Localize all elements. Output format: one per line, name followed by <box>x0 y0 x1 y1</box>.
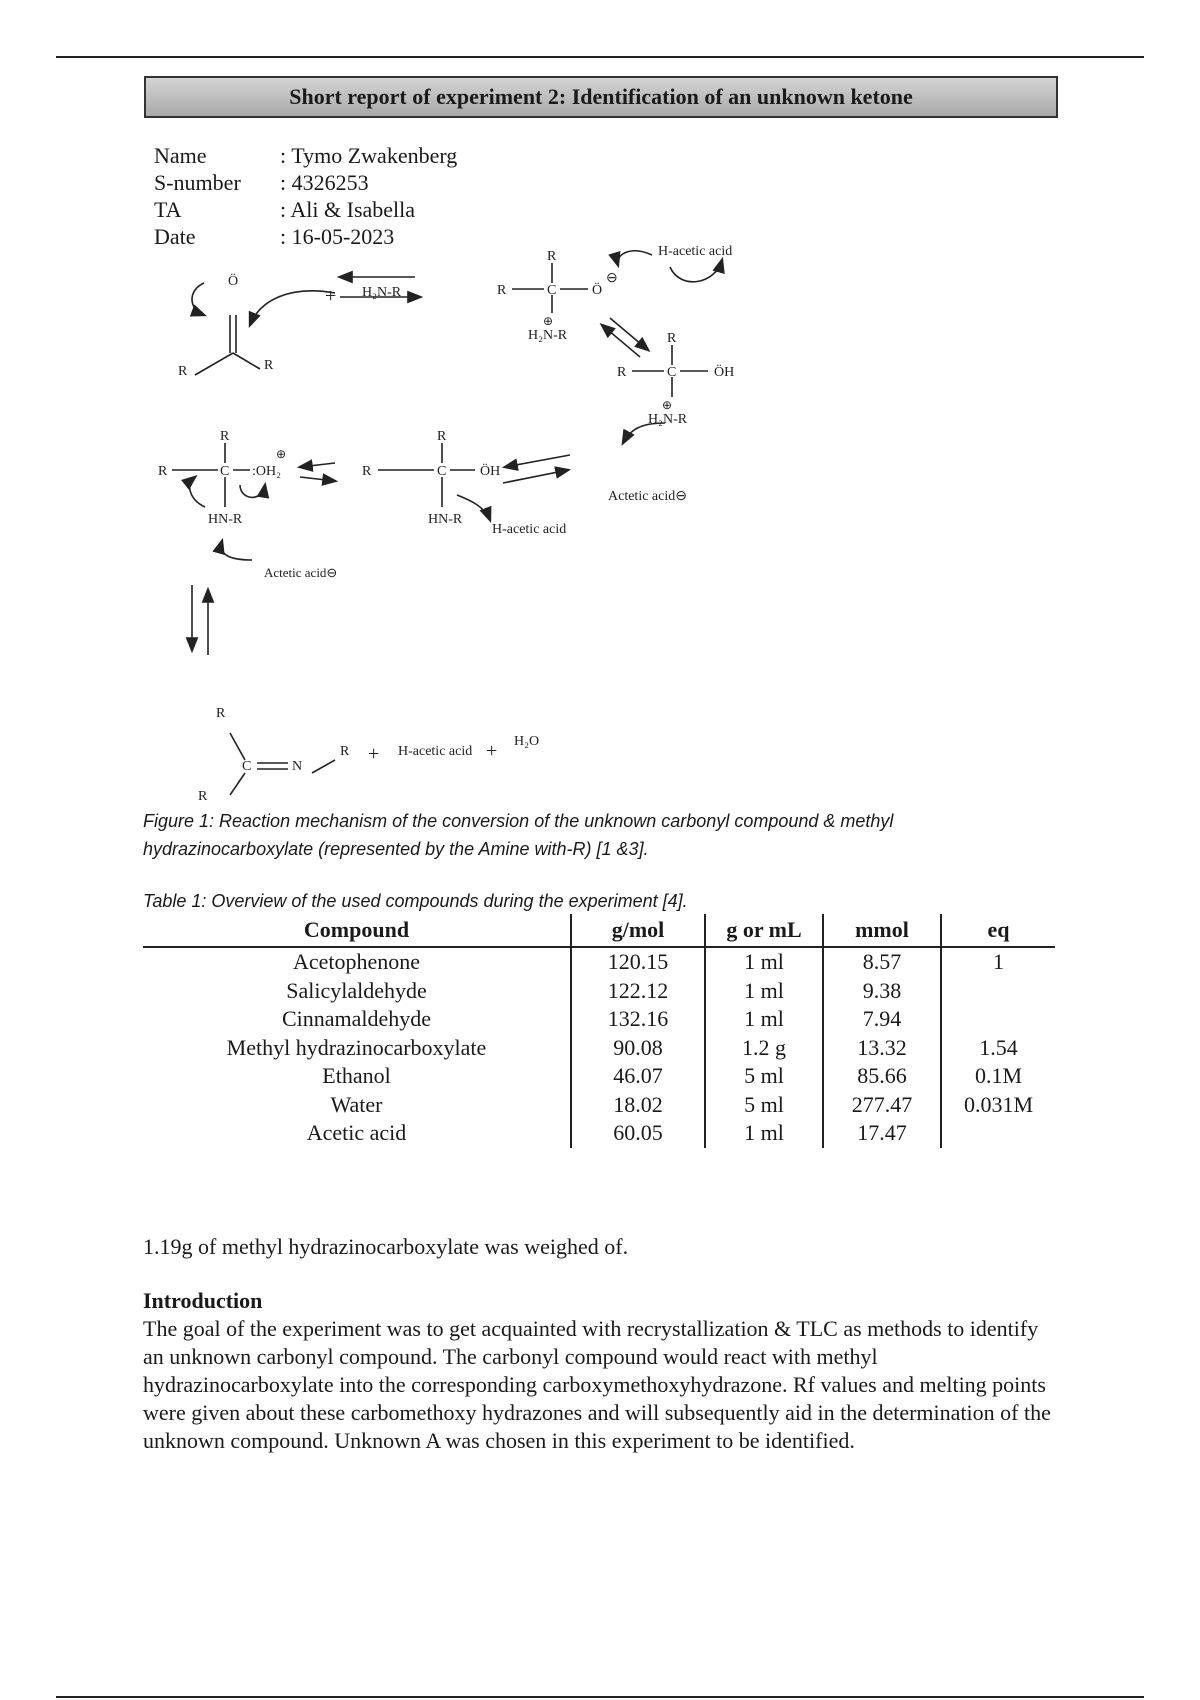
curved-arrow <box>240 485 265 497</box>
table-cell: 46.07 <box>571 1062 705 1091</box>
water-label: H₂O <box>514 734 540 749</box>
curved-arrow <box>190 477 205 507</box>
r-group: R <box>547 249 557 264</box>
column-header: eq <box>941 914 1055 947</box>
equilibrium-arrow <box>610 318 648 350</box>
nitrogen-label: N <box>292 759 303 774</box>
reaction-mechanism-figure <box>140 245 840 805</box>
table-row <box>143 947 1055 977</box>
table-cell: 13.32 <box>823 1034 941 1063</box>
carbon-label: C <box>242 759 252 774</box>
hydroxyl-label: ÖH <box>714 365 735 380</box>
report-info <box>154 142 457 250</box>
reagent-label: H-acetic acid <box>658 245 733 259</box>
table-cell: 0.031M <box>941 1091 1055 1120</box>
bond <box>230 773 245 795</box>
bond <box>230 733 245 760</box>
table-cell: 90.08 <box>571 1034 705 1063</box>
table-row <box>143 977 1055 1006</box>
column-header: g/mol <box>571 914 705 947</box>
table-cell: Cinnamaldehyde <box>281 1006 432 1032</box>
column-header: mmol <box>823 914 941 947</box>
table-cell: 132.16 <box>571 1005 705 1034</box>
weighing-note: 1.19g of methyl hydrazinocarboxylate was weighed of. <box>143 1234 629 1259</box>
r-group: R <box>437 429 447 444</box>
reagent-label: Actetic acid⊖ <box>264 565 338 580</box>
curved-arrow <box>670 260 722 282</box>
table-row <box>143 1005 1055 1034</box>
info-value: : Ali & Isabella <box>280 197 416 222</box>
column-header: g or mL <box>705 914 823 947</box>
info-label: S-number <box>154 170 241 195</box>
r-group: R <box>362 464 372 479</box>
curved-arrow <box>250 291 335 325</box>
reagent-label: Actetic acid⊖ <box>608 489 687 504</box>
bottom-rule <box>56 1696 1144 1698</box>
table-cell: 120.15 <box>571 947 705 977</box>
reagent-label: H-acetic acid <box>398 744 473 759</box>
table-row <box>143 1119 1055 1148</box>
amine-label: HN-R <box>208 512 243 527</box>
r-group: R <box>178 364 188 379</box>
table-cell: 9.38 <box>823 977 941 1006</box>
info-label: Name <box>154 143 207 168</box>
equilibrium-arrow <box>300 463 335 467</box>
table-cell: 18.02 <box>571 1091 705 1120</box>
info-value: : Tymo Zwakenberg <box>280 143 458 168</box>
report-title: Short report of experiment 2: Identification of an unknown ketone <box>144 76 1058 118</box>
top-rule <box>56 56 1144 58</box>
curved-arrow <box>221 541 252 560</box>
table-cell: 1.54 <box>941 1034 1055 1063</box>
equilibrium-arrow <box>503 470 568 483</box>
carbon-label: C <box>437 464 447 479</box>
introduction-body: The goal of the experiment was to get acquainted with recrystallization & TLC as methods to identify an unknown carbonyl compound. The carbonyl compound would react with methyl hydrazinocarboxylate into the corresponding carboxymethoxyhydrazone. Rf values and melting points were given about these carbomethoxy hydrazones and will subsequently aid in the determination of the unknown compound. Unknown A was chosen in this experiment to be identified. <box>143 1316 1051 1453</box>
bond <box>195 353 233 375</box>
table-cell: 1 ml <box>705 947 823 977</box>
bond <box>312 760 335 773</box>
info-row-name <box>154 142 457 169</box>
equilibrium-arrow <box>505 455 570 467</box>
table-cell: 1 ml <box>705 1119 823 1148</box>
amine-label: HN-R <box>428 512 463 527</box>
equilibrium-arrow <box>602 325 640 357</box>
table-row <box>143 1062 1055 1091</box>
curved-arrow <box>618 251 652 265</box>
amine-label: H₂N-R <box>362 285 402 300</box>
equilibrium-arrow <box>300 477 335 481</box>
info-value: : 4326253 <box>280 170 369 195</box>
r-group: R <box>264 358 274 373</box>
table-cell: Ethanol <box>322 1063 391 1089</box>
table-cell: 1 ml <box>705 977 823 1006</box>
table-caption: Table 1: Overview of the used compounds during the experiment [4]. <box>143 891 688 911</box>
table-cell: 122.12 <box>571 977 705 1006</box>
info-label: TA <box>154 197 182 222</box>
oxygen-label: Ö <box>592 283 603 298</box>
table-row <box>143 1034 1055 1063</box>
table-cell: 5 ml <box>705 1091 823 1120</box>
table-cell: 1 <box>941 947 1055 977</box>
r-group: R <box>340 744 350 759</box>
table-row <box>143 1091 1055 1120</box>
table-cell: Acetic acid <box>306 1120 407 1146</box>
charge-label: ⊕ <box>543 314 554 328</box>
r-group: R <box>216 706 226 721</box>
info-row-ta <box>154 196 457 223</box>
table-cell <box>941 977 1055 1006</box>
table-cell: Water <box>330 1091 383 1117</box>
bond <box>233 353 260 369</box>
introduction-heading: Introduction <box>143 1288 263 1313</box>
amine-label: H₂N-R <box>648 412 688 427</box>
table-cell <box>941 1005 1055 1034</box>
charge-label: ⊕ <box>662 398 673 412</box>
plus-sign: + <box>325 285 337 307</box>
carbon-label: C <box>547 283 557 298</box>
table-cell: 0.1M <box>941 1062 1055 1091</box>
column-header: Compound <box>143 914 571 947</box>
table-cell: 7.94 <box>823 1005 941 1034</box>
table-cell: Methyl hydrazinocarboxylate <box>226 1034 487 1060</box>
curved-arrow <box>192 283 204 315</box>
table-header-row <box>143 914 1055 947</box>
table-cell <box>941 1119 1055 1148</box>
amine-label: H₂N-R <box>528 328 568 343</box>
carbon-label: C <box>220 464 230 479</box>
charge-label: ⊖ <box>606 271 618 286</box>
r-group: R <box>617 365 627 380</box>
info-value: : 16-05-2023 <box>280 224 395 249</box>
figure-caption: Figure 1: Reaction mechanism of the conversion of the unknown carbonyl compound & methyl hydrazinocarboxylate (represented by the Amine with-R) [1 &3]. <box>143 811 894 859</box>
r-group: R <box>497 283 507 298</box>
compounds-table <box>143 914 1055 1148</box>
table-cell: 5 ml <box>705 1062 823 1091</box>
table-cell: 60.05 <box>571 1119 705 1148</box>
r-group: R <box>158 464 168 479</box>
table-cell: 8.57 <box>823 947 941 977</box>
plus-sign: + <box>486 740 498 762</box>
r-group: R <box>198 789 208 804</box>
table-cell: 85.66 <box>823 1062 941 1091</box>
carbon-label: C <box>667 365 677 380</box>
table-cell: Salicylaldehyde <box>286 977 427 1003</box>
hydroxyl-label: ÖH <box>480 464 501 479</box>
info-row-snumber <box>154 169 457 196</box>
table-cell: Acetophenone <box>292 949 421 975</box>
r-group: R <box>667 331 677 346</box>
plus-sign: + <box>368 743 380 765</box>
table-cell: 17.47 <box>823 1119 941 1148</box>
reagent-label: H-acetic acid <box>492 522 567 537</box>
table-cell: 277.47 <box>823 1091 941 1120</box>
table-cell: 1 ml <box>705 1005 823 1034</box>
table-cell: 1.2 g <box>705 1034 823 1063</box>
r-group: R <box>220 429 230 444</box>
oxygen-label: Ö <box>228 274 239 289</box>
info-label: Date <box>154 224 196 249</box>
water-leaving-group-label: :OH₂ <box>252 464 281 479</box>
charge-label: ⊕ <box>276 447 287 461</box>
